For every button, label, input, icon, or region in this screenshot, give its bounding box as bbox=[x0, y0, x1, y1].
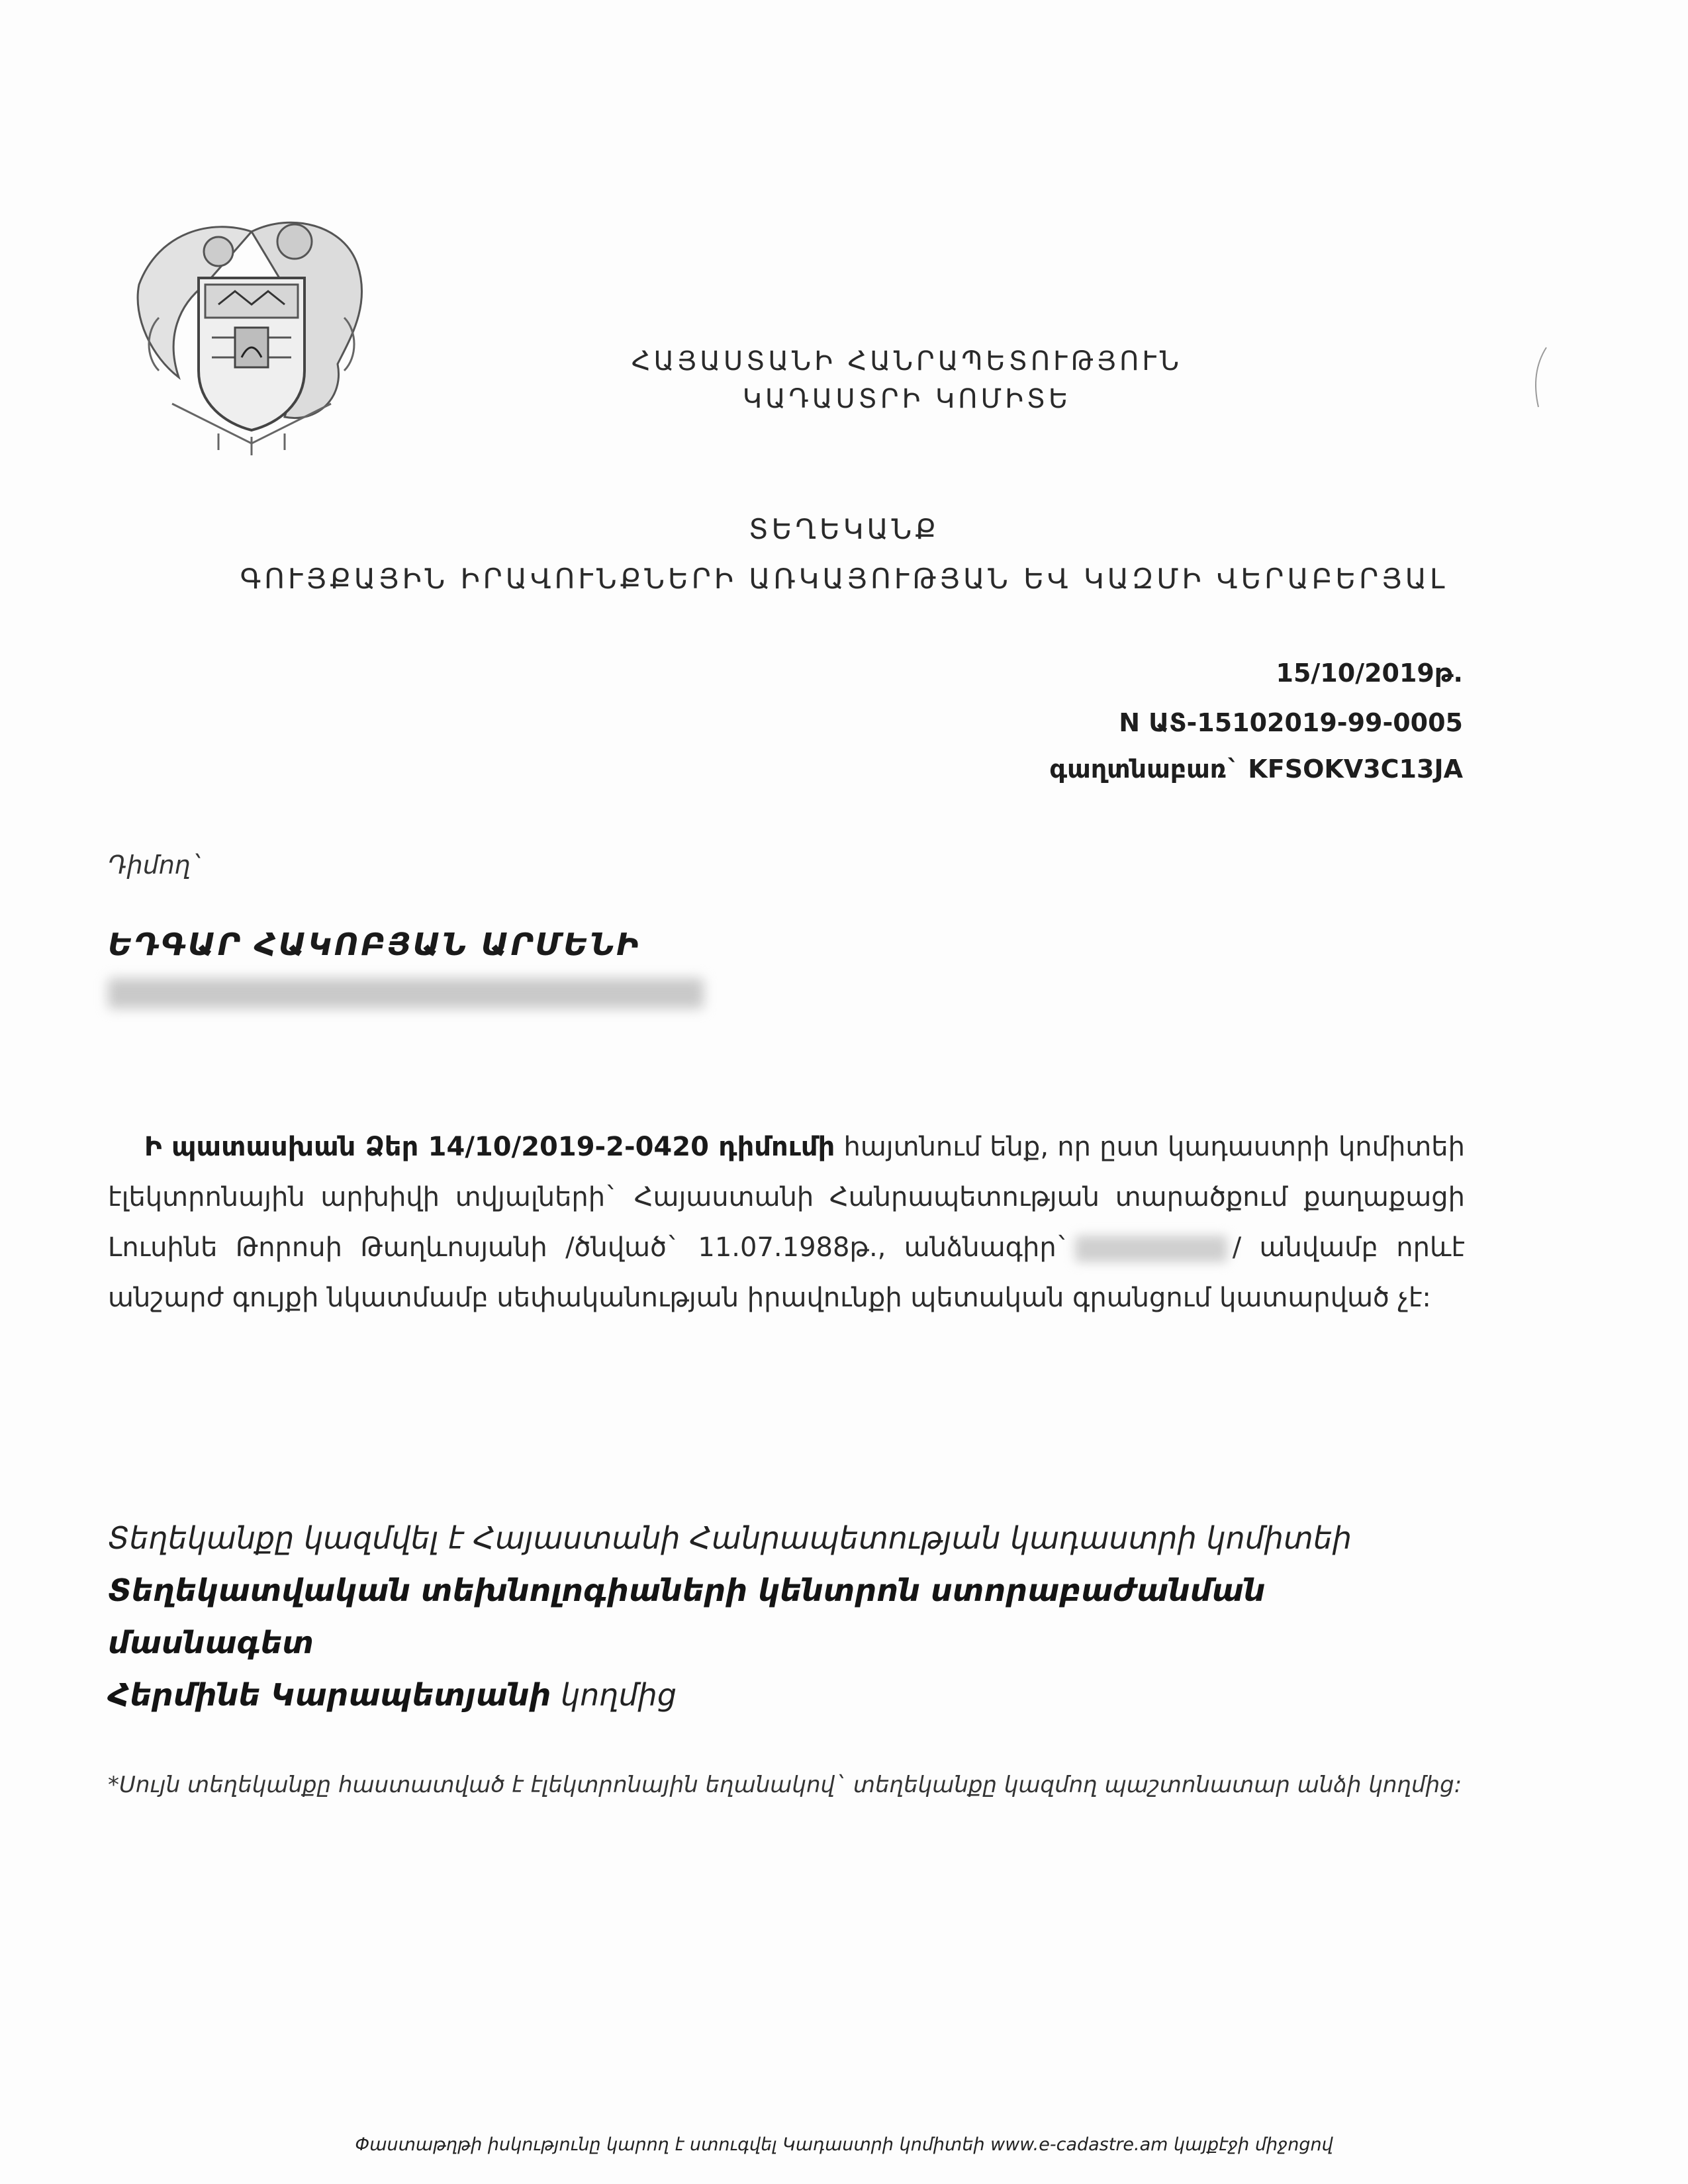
document-subtitle: ԳՈՒՅՔԱՅԻՆ ԻՐԱՎՈՒՆՔՆԵՐԻ ԱՌԿԱՅՈՒԹՅԱՆ ԵՎ ԿԱԶՄԻ ՎԵՐԱԲԵՐՅԱԼ bbox=[240, 563, 1448, 595]
document-title: ՏԵՂԵԿԱՆՔ bbox=[748, 513, 940, 545]
organization-subname: ԿԱԴԱՍՏՐԻ ԿՈՄԻՏԵ bbox=[742, 384, 1072, 414]
coat-of-arms-icon bbox=[119, 205, 384, 457]
compiler-line1: Տեղեկանքը կազմվել է Հայաստանի Հանրապետության կադաստրի կոմիտեի bbox=[108, 1520, 1352, 1556]
compiler-name: Հերմինե Կարապետյանի bbox=[108, 1677, 551, 1713]
document-date: 15/10/2019թ. bbox=[1276, 659, 1463, 688]
document-number: N ԱՏ-15102019-99-0005 bbox=[1119, 708, 1463, 737]
body-lead: Ի պատասխան Ձեր 14/10/2019-2-0420 դիմումի bbox=[144, 1132, 835, 1162]
document-password: գաղտնաբառ` KFSOKV3C13JA bbox=[1049, 754, 1463, 784]
footer-verification-note: Փաստաթղթի իսկությունը կարող է ստուգվել Կադաստրի կոմիտեի www.e-cadastre.am կայքէջի միջոցով bbox=[355, 2134, 1333, 2155]
pen-mark-icon bbox=[1529, 344, 1549, 410]
applicant-name: ԵԴԳԱՐ ՀԱԿՈԲՅԱՆ ԱՐՄԵՆԻ bbox=[108, 927, 641, 962]
organization-name: ՀԱՅԱՍՏԱՆԻ ՀԱՆՐԱՊԵՏՈՒԹՅՈՒՆ bbox=[631, 346, 1183, 377]
compiler-department: Տեղեկատվական տեխնոլոգիաների կենտրոն ստորաբաժանման bbox=[108, 1572, 1266, 1608]
body-text-part2: / անվամբ որևէ անշարժ գույքի նկատմամբ սեփականության իրավունքի պետական գրանցում կատարված չէ: bbox=[108, 1232, 1465, 1313]
applicant-label: Դիմող` bbox=[108, 850, 203, 880]
compiler-block bbox=[108, 1512, 1498, 1721]
body-text-part1: հայտնում ենք, որ ըստ կադաստրի կոմիտեի էլեկտրոնային արխիվի տվյալների` Հայաստանի Հանրապետության տարածքում քաղաքացի Լուսինե Թորոսի Թաղևոսյանի /ծնված` 11.07.1988թ., անձնագիր` bbox=[108, 1132, 1466, 1263]
redacted-passport bbox=[1075, 1236, 1227, 1262]
compiler-by: կողմից bbox=[551, 1677, 677, 1713]
compiler-position: մասնագետ bbox=[108, 1625, 314, 1661]
redacted-address bbox=[108, 978, 704, 1009]
electronic-confirmation-note: *Սույն տեղեկանքը հաստատված է էլեկտրոնային եղանակով` տեղեկանքը կազմող պաշտոնատար անձի կողմից: bbox=[108, 1772, 1462, 1798]
body-paragraph bbox=[108, 1122, 1465, 1323]
